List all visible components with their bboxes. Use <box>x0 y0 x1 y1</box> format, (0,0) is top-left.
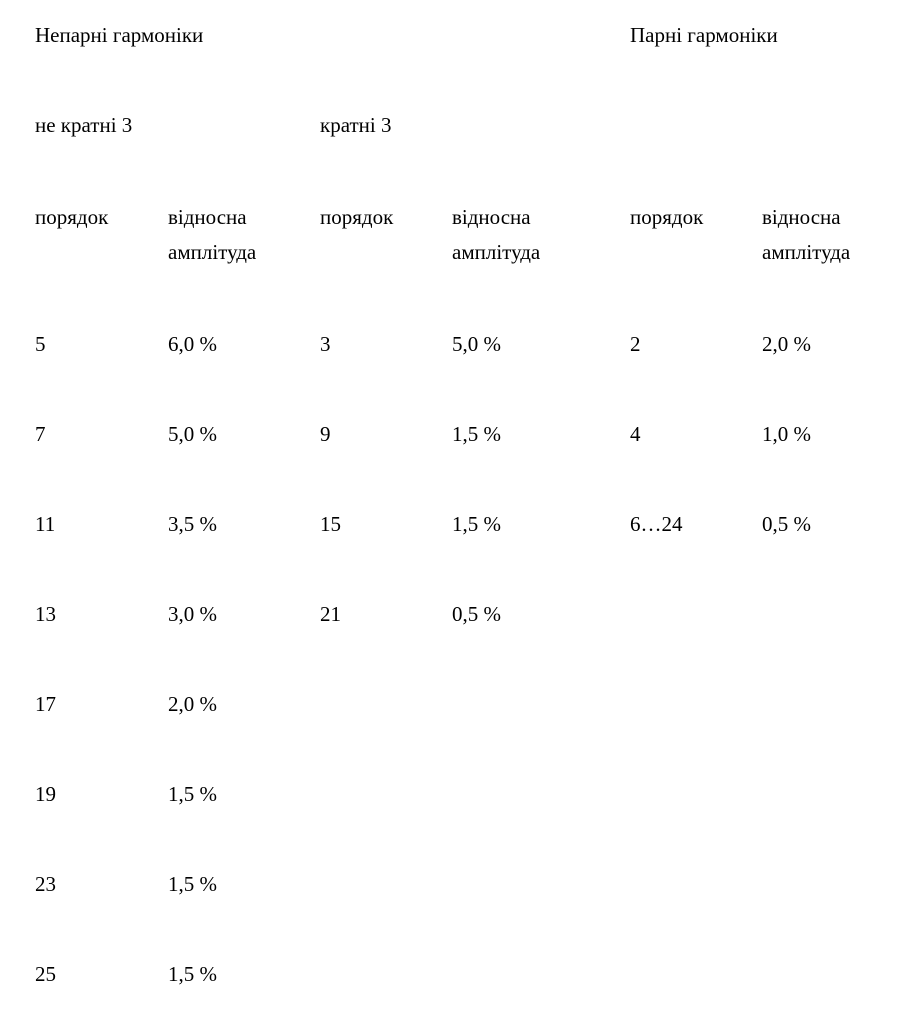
even-harmonics-heading: Парні гармоніки <box>630 23 778 47</box>
order-cell: 7 <box>35 422 46 446</box>
not-multiple-of-3-label: не кратні 3 <box>35 113 133 137</box>
amplitude-cell: 1,0 % <box>762 422 811 446</box>
amplitude-cell: 2,0 % <box>168 692 217 716</box>
order-cell: 23 <box>35 872 56 896</box>
order-cell: 15 <box>320 512 341 536</box>
order-cell: 11 <box>35 512 56 536</box>
order-cell: 17 <box>35 692 56 716</box>
amplitude-header: відносна амплітуда <box>168 205 257 264</box>
amplitude-cell: 1,5 % <box>168 962 217 986</box>
order-cell: 3 <box>320 332 331 356</box>
order-cell: 9 <box>320 422 331 446</box>
amplitude-header: відносна амплітуда <box>762 205 851 264</box>
amplitude-cell: 5,0 % <box>168 422 217 446</box>
amplitude-cell: 0,5 % <box>762 512 811 536</box>
order-cell: 4 <box>630 422 641 446</box>
amplitude-cell: 3,0 % <box>168 602 217 626</box>
order-cell: 13 <box>35 602 56 626</box>
order-cell: 6…24 <box>630 512 683 536</box>
order-header: порядок <box>630 205 704 229</box>
order-cell: 5 <box>35 332 46 356</box>
amplitude-cell: 0,5 % <box>452 602 501 626</box>
order-cell: 2 <box>630 332 641 356</box>
odd-harmonics-heading: Непарні гармоніки <box>35 23 204 47</box>
amplitude-cell: 1,5 % <box>452 512 501 536</box>
amplitude-cell: 5,0 % <box>452 332 501 356</box>
amplitude-cell: 1,5 % <box>452 422 501 446</box>
order-header: порядок <box>35 205 109 229</box>
amplitude-cell: 1,5 % <box>168 782 217 806</box>
multiple-of-3-label: кратні 3 <box>320 113 392 137</box>
amplitude-header: відносна амплітуда <box>452 205 541 264</box>
amplitude-cell: 2,0 % <box>762 332 811 356</box>
amplitude-cell: 1,5 % <box>168 872 217 896</box>
order-header: порядок <box>320 205 394 229</box>
amplitude-cell: 6,0 % <box>168 332 217 356</box>
order-cell: 19 <box>35 782 56 806</box>
order-cell: 21 <box>320 602 341 626</box>
order-cell: 25 <box>35 962 56 986</box>
amplitude-cell: 3,5 % <box>168 512 217 536</box>
